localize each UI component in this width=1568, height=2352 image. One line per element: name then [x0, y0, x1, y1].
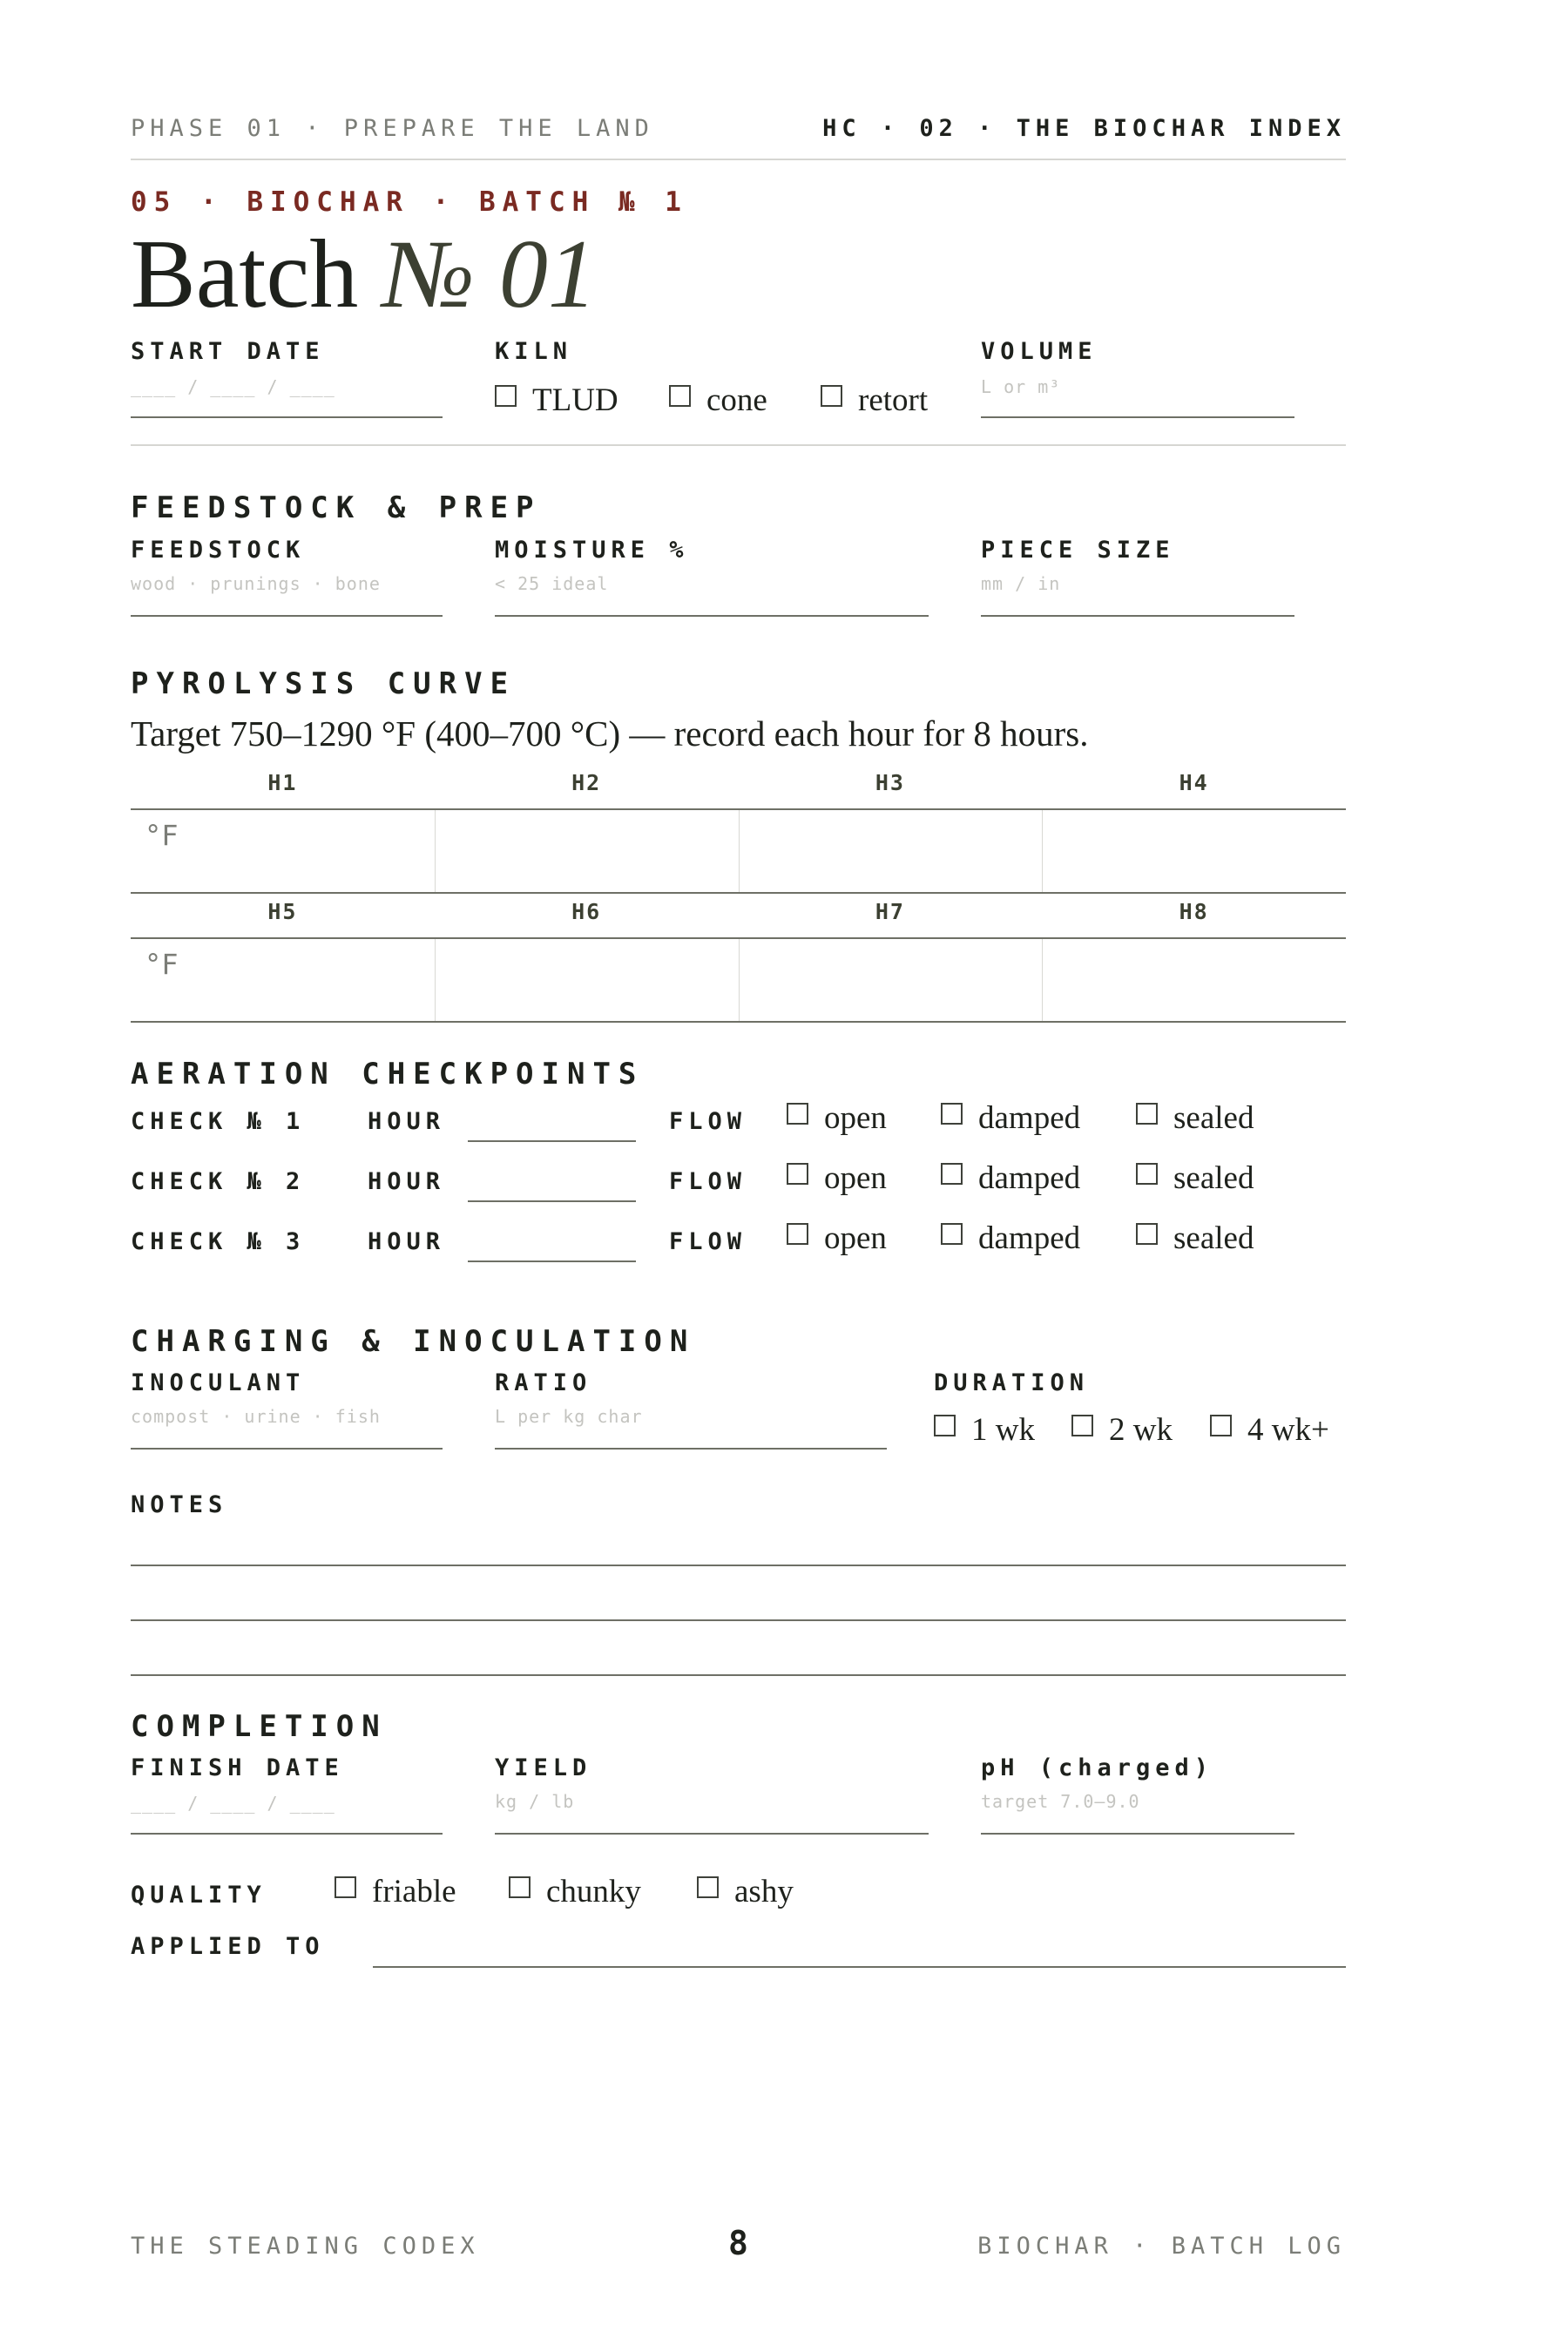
- charging-heading: CHARGING & INOCULATION: [131, 1324, 696, 1359]
- temperature-cell-h4[interactable]: [1042, 810, 1346, 892]
- ratio-label: RATIO: [495, 1369, 592, 1396]
- checkbox-icon: [1071, 1415, 1093, 1436]
- duration-option-1wk[interactable]: [934, 1411, 1035, 1449]
- flow-option-label: damped: [978, 1160, 1081, 1196]
- checkbox-icon: [787, 1163, 808, 1185]
- checkbox-icon: [335, 1876, 356, 1898]
- ph-placeholder: target 7.0–9.0: [981, 1791, 1140, 1812]
- duration-option-label: 2 wk: [1109, 1412, 1173, 1448]
- check-1-flow-damped[interactable]: [941, 1099, 1080, 1137]
- checkbox-icon: [941, 1103, 963, 1125]
- inoculant-field[interactable]: [131, 1448, 443, 1450]
- check-1-flow-open[interactable]: [787, 1099, 887, 1137]
- duration-option-2wk[interactable]: [1071, 1411, 1173, 1449]
- duration-option-label: 1 wk: [971, 1412, 1035, 1448]
- divider: [131, 444, 1346, 446]
- yield-label: YIELD: [495, 1754, 592, 1781]
- feedstock-heading: FEEDSTOCK & PREP: [131, 490, 542, 525]
- check-2-flow-sealed[interactable]: [1136, 1159, 1254, 1197]
- quality-option-chunky[interactable]: [509, 1873, 641, 1910]
- check-3-flow-open[interactable]: [787, 1220, 887, 1257]
- quality-label: QUALITY: [131, 1882, 267, 1909]
- check-1-hour-field[interactable]: [468, 1140, 636, 1142]
- ph-field[interactable]: [981, 1833, 1294, 1835]
- aeration-heading: AERATION CHECKPOINTS: [131, 1057, 645, 1092]
- volume-field[interactable]: [981, 416, 1294, 418]
- kiln-option-cone[interactable]: [669, 382, 767, 419]
- hour-header: H5: [267, 899, 298, 924]
- temperature-cell-h2[interactable]: [435, 810, 739, 892]
- unit-label: °F: [145, 948, 179, 981]
- check-label: CHECK № 2: [131, 1168, 306, 1195]
- temperature-cell-h5[interactable]: [131, 939, 435, 1021]
- title-number: № 01: [382, 220, 597, 328]
- checkbox-icon: [669, 385, 691, 407]
- duration-option-label: 4 wk+: [1247, 1412, 1329, 1448]
- check-2-flow-open[interactable]: [787, 1159, 887, 1197]
- quality-option-friable[interactable]: [335, 1873, 456, 1910]
- page-number: 8: [728, 2224, 748, 2262]
- start-date-label: START DATE: [131, 338, 325, 365]
- header-phase: PHASE 01 · PREPARE THE LAND: [131, 115, 654, 142]
- flow-option-label: sealed: [1173, 1100, 1254, 1136]
- feedstock-label: FEEDSTOCK: [131, 537, 306, 564]
- flow-option-label: damped: [978, 1100, 1081, 1136]
- check-2-flow-damped[interactable]: [941, 1159, 1080, 1197]
- check-label: CHECK № 1: [131, 1108, 306, 1135]
- feedstock-placeholder: wood · prunings · bone: [131, 573, 381, 594]
- piece-size-field[interactable]: [981, 615, 1294, 617]
- piece-size-placeholder: mm / in: [981, 573, 1061, 594]
- checkbox-icon: [495, 385, 517, 407]
- checkbox-icon: [787, 1223, 808, 1245]
- running-header: [131, 115, 1346, 160]
- applied-to-field[interactable]: [373, 1966, 1346, 1968]
- hour-header: H2: [571, 770, 602, 795]
- kiln-option-label: cone: [706, 382, 767, 418]
- ratio-placeholder: L per kg char: [495, 1406, 643, 1427]
- checkbox-icon: [821, 385, 842, 407]
- temperature-cell-h8[interactable]: [1042, 939, 1346, 1021]
- quality-option-ashy[interactable]: [697, 1873, 794, 1910]
- kiln-option-tlud[interactable]: [495, 382, 618, 419]
- flow-option-label: sealed: [1173, 1160, 1254, 1196]
- temperature-cell-h7[interactable]: [739, 939, 1043, 1021]
- checkbox-icon: [787, 1103, 808, 1125]
- hour-label: HOUR: [368, 1228, 446, 1255]
- notes-line-2[interactable]: [131, 1619, 1346, 1621]
- yield-placeholder: kg / lb: [495, 1791, 575, 1812]
- hour-header: H4: [1179, 770, 1209, 795]
- flow-option-label: open: [824, 1220, 887, 1256]
- moisture-label: MOISTURE %: [495, 537, 689, 564]
- applied-to-label: APPLIED TO: [131, 1933, 325, 1960]
- flow-label: FLOW: [669, 1228, 747, 1255]
- notes-line-1[interactable]: [131, 1565, 1346, 1566]
- check-label: CHECK № 3: [131, 1228, 306, 1255]
- checkbox-icon: [1136, 1163, 1158, 1185]
- checkbox-icon: [934, 1415, 956, 1436]
- moisture-field[interactable]: [495, 615, 929, 617]
- flow-option-label: open: [824, 1160, 887, 1196]
- check-3-flow-sealed[interactable]: [1136, 1220, 1254, 1257]
- hour-headers: [131, 899, 1346, 939]
- title-main: Batch: [131, 220, 383, 328]
- temperature-grid-row-2: [131, 899, 1346, 1023]
- finish-date-field[interactable]: [131, 1833, 443, 1835]
- hour-headers: [131, 770, 1346, 810]
- finish-date-placeholder: ____ / ____ / ____: [131, 1793, 335, 1814]
- hour-header: H8: [1179, 899, 1209, 924]
- hour-header: H1: [267, 770, 298, 795]
- hour-header: H3: [875, 770, 905, 795]
- page-title: [131, 222, 597, 327]
- pyrolysis-heading: PYROLYSIS CURVE: [131, 666, 517, 701]
- section-kicker: 05 · BIOCHAR · BATCH № 1: [131, 186, 688, 218]
- hour-label: HOUR: [368, 1108, 446, 1135]
- feedstock-field[interactable]: [131, 615, 443, 617]
- finish-date-label: FINISH DATE: [131, 1754, 344, 1781]
- ratio-field[interactable]: [495, 1448, 887, 1450]
- kiln-label: KILN: [495, 338, 573, 365]
- hour-label: HOUR: [368, 1168, 446, 1195]
- volume-label: VOLUME: [981, 338, 1098, 365]
- check-3-flow-damped[interactable]: [941, 1220, 1080, 1257]
- footer-book-title: THE STEADING CODEX: [131, 2233, 480, 2260]
- checkbox-icon: [1210, 1415, 1232, 1436]
- kiln-option-label: TLUD: [532, 382, 618, 418]
- checkbox-icon: [697, 1876, 719, 1898]
- flow-option-label: open: [824, 1100, 887, 1136]
- flow-label: FLOW: [669, 1168, 747, 1195]
- checkbox-icon: [509, 1876, 531, 1898]
- unit-label: °F: [145, 819, 179, 852]
- check-3-hour-field[interactable]: [468, 1260, 636, 1262]
- start-date-placeholder: ____ / ____ / ____: [131, 376, 335, 397]
- flow-label: FLOW: [669, 1108, 747, 1135]
- inoculant-placeholder: compost · urine · fish: [131, 1406, 381, 1427]
- checkbox-icon: [1136, 1223, 1158, 1245]
- hour-header: H7: [875, 899, 905, 924]
- notes-label: NOTES: [131, 1491, 228, 1518]
- flow-option-label: sealed: [1173, 1220, 1254, 1256]
- duration-label: DURATION: [934, 1369, 1090, 1396]
- temperature-cell-h3[interactable]: [739, 810, 1043, 892]
- kiln-option-retort[interactable]: [821, 382, 928, 419]
- temperature-cell-h6[interactable]: [435, 939, 739, 1021]
- temperature-cells: [131, 939, 1346, 1023]
- volume-placeholder: L or m³: [981, 376, 1061, 397]
- notes-line-3[interactable]: [131, 1674, 1346, 1676]
- check-1-flow-sealed[interactable]: [1136, 1099, 1254, 1137]
- temperature-cell-h1[interactable]: [131, 810, 435, 892]
- temperature-grid-row-1: [131, 770, 1346, 894]
- flow-option-label: damped: [978, 1220, 1081, 1256]
- piece-size-label: PIECE SIZE: [981, 537, 1175, 564]
- hour-header: H6: [571, 899, 602, 924]
- header-index: HC · 02 · THE BIOCHAR INDEX: [822, 115, 1346, 142]
- yield-field[interactable]: [495, 1833, 929, 1835]
- check-2-hour-field[interactable]: [468, 1200, 636, 1202]
- ph-label: pH (charged): [981, 1754, 1214, 1781]
- footer-section: BIOCHAR · BATCH LOG: [977, 2233, 1346, 2260]
- batch-log-page: [131, 0, 1346, 2352]
- completion-heading: COMPLETION: [131, 1709, 388, 1744]
- temperature-cells: [131, 810, 1346, 894]
- checkbox-icon: [941, 1223, 963, 1245]
- checkbox-icon: [941, 1163, 963, 1185]
- pyrolysis-instruction: Target 750–1290 °F (400–700 °C) — record each hour for 8 hours.: [131, 713, 1089, 754]
- start-date-field[interactable]: [131, 416, 443, 418]
- kiln-option-label: retort: [858, 382, 929, 418]
- quality-option-label: chunky: [546, 1874, 641, 1909]
- quality-option-label: friable: [372, 1874, 456, 1909]
- checkbox-icon: [1136, 1103, 1158, 1125]
- quality-option-label: ashy: [734, 1874, 794, 1909]
- duration-option-4wk[interactable]: [1210, 1411, 1329, 1449]
- moisture-placeholder: < 25 ideal: [495, 573, 609, 594]
- inoculant-label: INOCULANT: [131, 1369, 306, 1396]
